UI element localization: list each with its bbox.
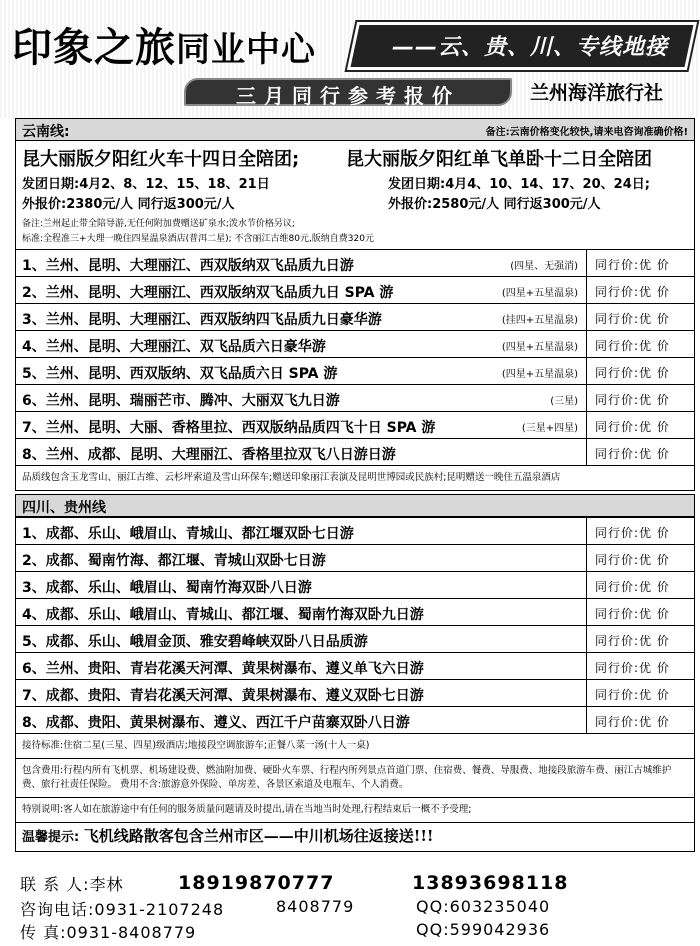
sichuan-title-bar — [16, 495, 694, 517]
route-row — [16, 625, 694, 652]
route-price: 同行价:优 价 — [586, 572, 694, 598]
route-price: 同行价:优 价 — [586, 653, 694, 679]
promo-left-title: 昆大丽版夕阳红火车十四日全陪团; — [22, 149, 300, 170]
promo-right-price: 外报价:2580元/人 同行返300元/人 — [388, 197, 601, 212]
route-name: 6、兰州、贵阳、青岩花溪天河潭、黄果树瀑布、遵义单飞六日游 — [22, 661, 424, 677]
route-price: 同行价:优 价 — [586, 277, 694, 303]
route-tag: (四星+五星温泉) — [501, 288, 578, 299]
route-name: 6、兰州、昆明、瑞丽芒市、腾冲、大丽双飞九日游 — [22, 393, 340, 409]
route-price: 同行价:优 价 — [586, 545, 694, 571]
promo-left-date: 发团日期:4月2、8、12、15、18、21日 — [22, 177, 270, 192]
yunnan-title-bar — [16, 119, 694, 141]
route-price: 同行价:优 价 — [586, 412, 694, 438]
route-row — [16, 598, 694, 625]
route-name: 2、兰州、昆明、大理丽江、西双版纳双飞品质九日 SPA 游 — [22, 285, 394, 301]
brand-title: 印象之旅同业中心 — [12, 24, 316, 71]
yunnan-note: 备注:云南价格变化较快,请来电咨询准确价格! — [485, 127, 688, 138]
reminder — [16, 822, 694, 851]
route-price: 同行价:优 价 — [586, 680, 694, 706]
phone-1: 18919870777 — [178, 872, 335, 894]
route-price: 同行价:优 价 — [586, 331, 694, 357]
route-tag: (四星+五星温泉) — [501, 342, 578, 353]
qq-1: QQ:603235040 — [416, 897, 551, 916]
subtitle-text: 三月同行参考报价 — [236, 84, 460, 108]
route-name: 5、兰州、昆明、西双版纳、双飞品质六日 SPA 游 — [22, 366, 338, 382]
route-price: 同行价:优 价 — [586, 599, 694, 625]
route-row — [16, 706, 694, 733]
route-tag: (四星+五星温泉) — [501, 369, 578, 380]
reminder-label: 温馨提示: — [22, 830, 80, 845]
sichuan-route-list — [16, 517, 694, 733]
promo-left-price: 外报价:2380元/人 同行返300元/人 — [22, 197, 235, 212]
yunnan-route-list — [16, 249, 694, 465]
fax: 传 真:0931-8408779 — [20, 923, 197, 942]
slogan-text: ——云、贵、川、专线地接 — [392, 35, 669, 60]
sichuan-standard: 接待标准:住宿二星(三星、四星)级酒店;地接段空调旅游车;正餐八菜一汤(十人一桌) — [16, 733, 694, 758]
route-row — [16, 679, 694, 706]
route-row — [16, 652, 694, 679]
route-price: 同行价:优 价 — [586, 358, 694, 384]
route-name: 7、兰州、昆明、大丽、香格里拉、西双版纳品质四飞十日 SPA 游 — [22, 420, 436, 436]
route-tag: (三星+四星) — [521, 423, 578, 434]
route-tag: (三星) — [550, 396, 578, 407]
route-name: 3、兰州、昆明、大理丽江、西双版纳四飞品质九日豪华游 — [22, 312, 382, 328]
route-name: 1、兰州、昆明、大理丽江、西双版纳双飞品质九日游 — [22, 258, 354, 274]
route-row — [16, 517, 694, 544]
contact-person: 联 系 人:李林 — [20, 875, 124, 894]
promo-right-title: 昆大丽版夕阳红单飞单卧十二日全陪团 — [346, 149, 652, 170]
route-name: 7、成都、贵阳、青岩花溪天河潭、黄果树瀑布、遵义双卧七日游 — [22, 688, 424, 704]
route-name: 3、成都、乐山、峨眉山、蜀南竹海双卧八日游 — [22, 580, 312, 596]
route-price: 同行价:优 价 — [586, 707, 694, 733]
route-name: 4、兰州、昆明、大理丽江、双飞品质六日豪华游 — [22, 339, 326, 355]
promo-standard: 标准:全程准三+大理一晚住四星温泉酒店(普洱二星); 不含丽江古维80元,版纳自费320元 — [22, 234, 374, 244]
promo-remark: 备注:兰州起止带全陪导游,无任何附加费赠送矿泉水;泼水节价格另议; — [22, 219, 295, 229]
contact-fax-row — [20, 920, 551, 943]
route-row — [16, 384, 694, 411]
route-row — [16, 249, 694, 276]
route-row — [16, 357, 694, 384]
route-price: 同行价:优 价 — [586, 385, 694, 411]
sichuan-includes: 包含费用:行程内所有飞机票、机场建设费、燃油附加费、硬卧火车票、行程内所列景点首道门票、住宿费、餐费、导服费、地接段旅游车费、丽江古城维护费、旅行社责任保险。 费用不含:旅游意外保险、单房差、各景区索道及电瓶车、个人消费。 — [16, 758, 694, 797]
sichuan-section — [15, 494, 695, 852]
route-name: 5、成都、乐山、峨眉金顶、雅安碧峰峡双卧八日品质游 — [22, 634, 368, 650]
route-row — [16, 411, 694, 438]
yunnan-promo — [16, 141, 694, 249]
route-row — [16, 544, 694, 571]
promo-right-date: 发团日期:4月4、10、14、17、20、24日; — [388, 177, 650, 192]
yunnan-title: 云南线: — [22, 124, 70, 140]
sichuan-special: 特别说明:客人如在旅游途中有任何的服务质量问题请及时提出,请在当地当时处理,行程结束后一概不予受理; — [16, 797, 694, 822]
route-row — [16, 330, 694, 357]
yunnan-section — [15, 118, 695, 491]
route-name: 2、成都、蜀南竹海、都江堰、青城山双卧七日游 — [22, 553, 326, 569]
sichuan-title: 四川、贵州线 — [22, 500, 106, 516]
tel: 咨询电话:0931-2107248 — [20, 900, 225, 919]
contact-person-row — [20, 872, 569, 895]
route-row — [16, 571, 694, 598]
route-name: 4、成都、乐山、峨眉山、青城山、都江堰、蜀南竹海双卧九日游 — [22, 607, 424, 623]
route-name: 8、兰州、成都、昆明、大理丽江、香格里拉双飞八日游日游 — [22, 447, 396, 463]
route-tag: (挂四+五星温泉) — [501, 315, 578, 326]
tel-2: 8408779 — [276, 897, 355, 916]
route-price: 同行价:优 价 — [586, 304, 694, 330]
header — [0, 0, 700, 118]
phone-2: 13893698118 — [412, 872, 569, 894]
route-name: 1、成都、乐山、峨眉山、青城山、都江堰双卧七日游 — [22, 526, 354, 542]
reminder-text: 飞机线路散客包含兰州市区——中川机场往返接送!!! — [83, 827, 434, 845]
route-row — [16, 303, 694, 330]
route-price: 同行价:优 价 — [586, 250, 694, 276]
qq-2: QQ:599042936 — [416, 920, 551, 939]
agency-name: 兰州海洋旅行社 — [530, 82, 664, 104]
route-tag: (四星、无强消) — [510, 261, 578, 272]
route-row — [16, 438, 694, 465]
yunnan-footer: 品质线包含玉龙雪山、丽江古维、云杉坪索道及雪山环保车;赠送印象丽江表演及昆明世博园或民族村;昆明赠送一晚住五温泉酒店 — [16, 465, 694, 490]
route-price: 同行价:优 价 — [586, 518, 694, 544]
route-name: 8、成都、贵阳、黄果树瀑布、遵义、西江千户苗寨双卧八日游 — [22, 715, 410, 731]
contact-tel-row — [20, 897, 551, 920]
route-price: 同行价:优 价 — [586, 439, 694, 465]
route-row — [16, 276, 694, 303]
route-price: 同行价:优 价 — [586, 626, 694, 652]
